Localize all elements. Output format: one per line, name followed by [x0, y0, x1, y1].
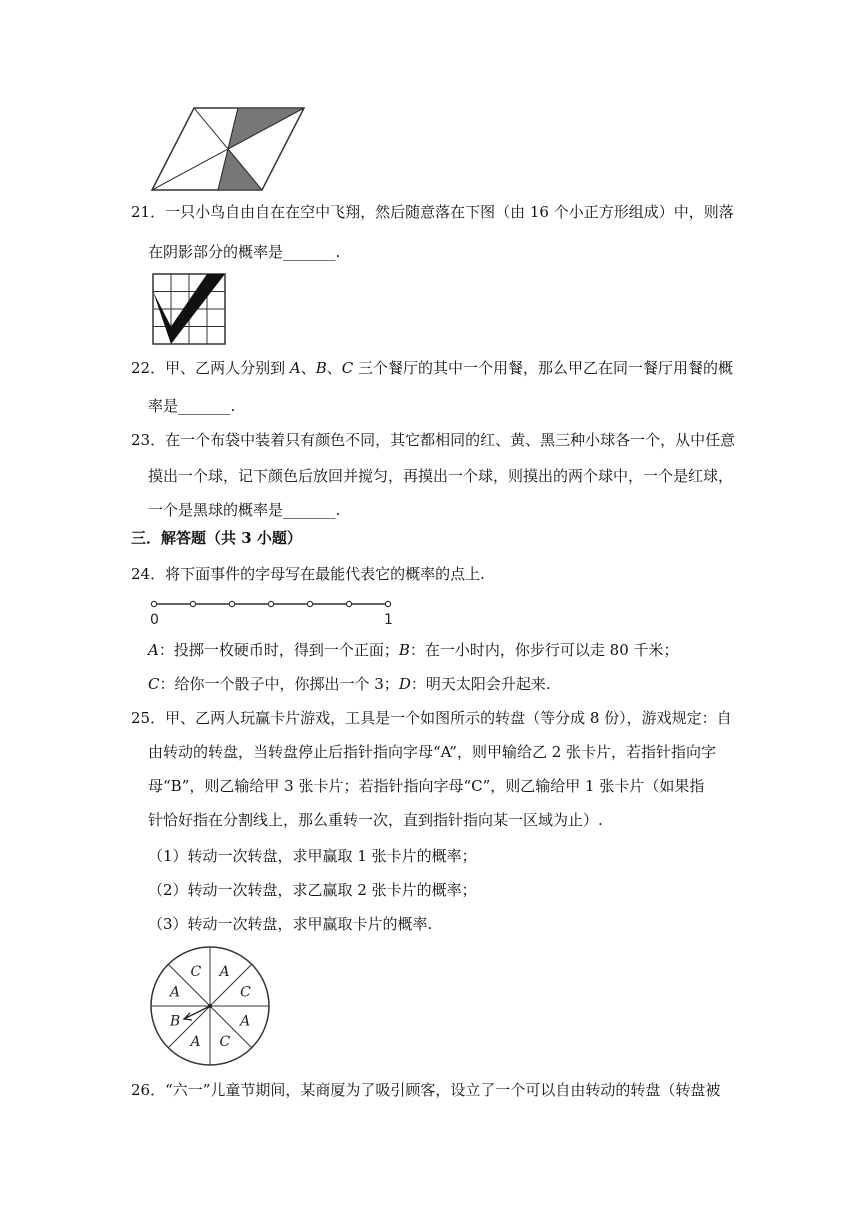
q24-line1: 24．将下面事件的字母写在最能代表它的概率的点上.	[131, 565, 485, 583]
numberline-point	[190, 601, 195, 606]
q25-line4: 针恰好指在分割线上，那么重转一次，直到指针指向某一区域为止）.	[148, 811, 603, 829]
q24-events-ab	[148, 640, 679, 660]
spinner-label: C	[240, 984, 251, 1001]
q22-number: 22．甲、乙两人分别到	[131, 359, 290, 377]
q23-line2: 摸出一个球，记下颜色后放回并搅匀，再摸出一个球，则摸出的两个球中，一个是红球，	[148, 467, 734, 485]
q24-events-cd	[148, 674, 551, 694]
numberline-left-label: 0	[150, 612, 159, 628]
numberline-point	[385, 601, 390, 606]
q21-line1: 21．一只小鸟自由自在在空中飞翔，然后随意落在下图（由 16 个小正方形组成）中，则落	[131, 203, 734, 221]
parallelogram-figure	[148, 104, 308, 194]
spinner-figure	[148, 944, 272, 1068]
q22-letter-a: A	[289, 359, 301, 377]
spinner-label: A	[169, 984, 181, 1001]
q25-sub3: （3）转动一次转盘，求甲赢取卡片的概率.	[148, 915, 433, 933]
grid-checkmark-figure	[151, 272, 227, 346]
spinner-label: B	[169, 1013, 181, 1030]
numberline-point	[151, 601, 156, 606]
q22-sep1: 、	[300, 359, 316, 377]
numberline-right-label: 1	[384, 612, 393, 628]
q23-line1: 23．在一个布袋中装着只有颜色不同，其它都相同的红、黄、黑三种小球各一个，从中任意	[131, 431, 736, 449]
event-d-letter: D	[398, 675, 411, 693]
event-a-text: ：投掷一枚硬币时，得到一个正面；	[158, 641, 399, 659]
event-b-text: ：在一小时内，你步行可以走 80 千米；	[409, 641, 679, 659]
q22-rest: 三个餐厅的其中一个用餐，那么甲乙在同一餐厅用餐的概	[353, 359, 734, 377]
spinner-label: C	[190, 963, 202, 980]
q25-line1: 25．甲、乙两人玩赢卡片游戏，工具是一个如图所示的转盘（等分成 8 份），游戏规定：自	[131, 709, 732, 727]
numberline-point	[307, 601, 312, 606]
event-c-text: ：给你一个骰子中，你掷出一个 3；	[159, 675, 399, 693]
spinner-label: A	[190, 1034, 201, 1051]
q25-sub2: （2）转动一次转盘，求乙赢取 2 张卡片的概率；	[148, 881, 477, 899]
spinner-label: A	[219, 963, 230, 980]
q25-line2: 由转动的转盘，当转盘停止后指针指向字母“A”，则甲输给乙 2 张卡片，若指针指向字	[148, 743, 717, 761]
probability-number-line	[148, 596, 394, 630]
q22-sep2: 、	[326, 359, 342, 377]
q25-line3: 母“B”，则乙输给甲 3 张卡片；若指针指向字母“C”，则乙输给甲 1 张卡片（如果指	[148, 777, 705, 795]
q21-line2: 在阴影部分的概率是_______.	[148, 243, 341, 261]
q22-line1	[131, 358, 733, 378]
numberline-point	[229, 601, 234, 606]
q22-line2: 率是_______.	[148, 397, 236, 415]
spinner-label: A	[240, 1013, 251, 1030]
event-d-text: ：明天太阳会升起来.	[410, 675, 551, 693]
numberline-point	[268, 601, 273, 606]
section-heading: 三．解答题（共 3 小题）	[131, 529, 302, 547]
event-b-letter: B	[398, 641, 410, 659]
q22-letter-b: B	[315, 359, 327, 377]
q26-line1: 26．“六一”儿童节期间，某商厦为了吸引顾客，设立了一个可以自由转动的转盘（转盘被	[131, 1081, 721, 1099]
numberline-point	[346, 601, 351, 606]
event-a-letter: A	[148, 641, 159, 659]
spinner-label: C	[219, 1034, 231, 1051]
event-c-letter: C	[148, 675, 160, 693]
q25-sub1: （1）转动一次转盘，求甲赢取 1 张卡片的概率；	[148, 847, 477, 865]
q22-letter-c: C	[341, 359, 354, 377]
q23-line3: 一个是黑球的概率是_______.	[148, 501, 341, 519]
